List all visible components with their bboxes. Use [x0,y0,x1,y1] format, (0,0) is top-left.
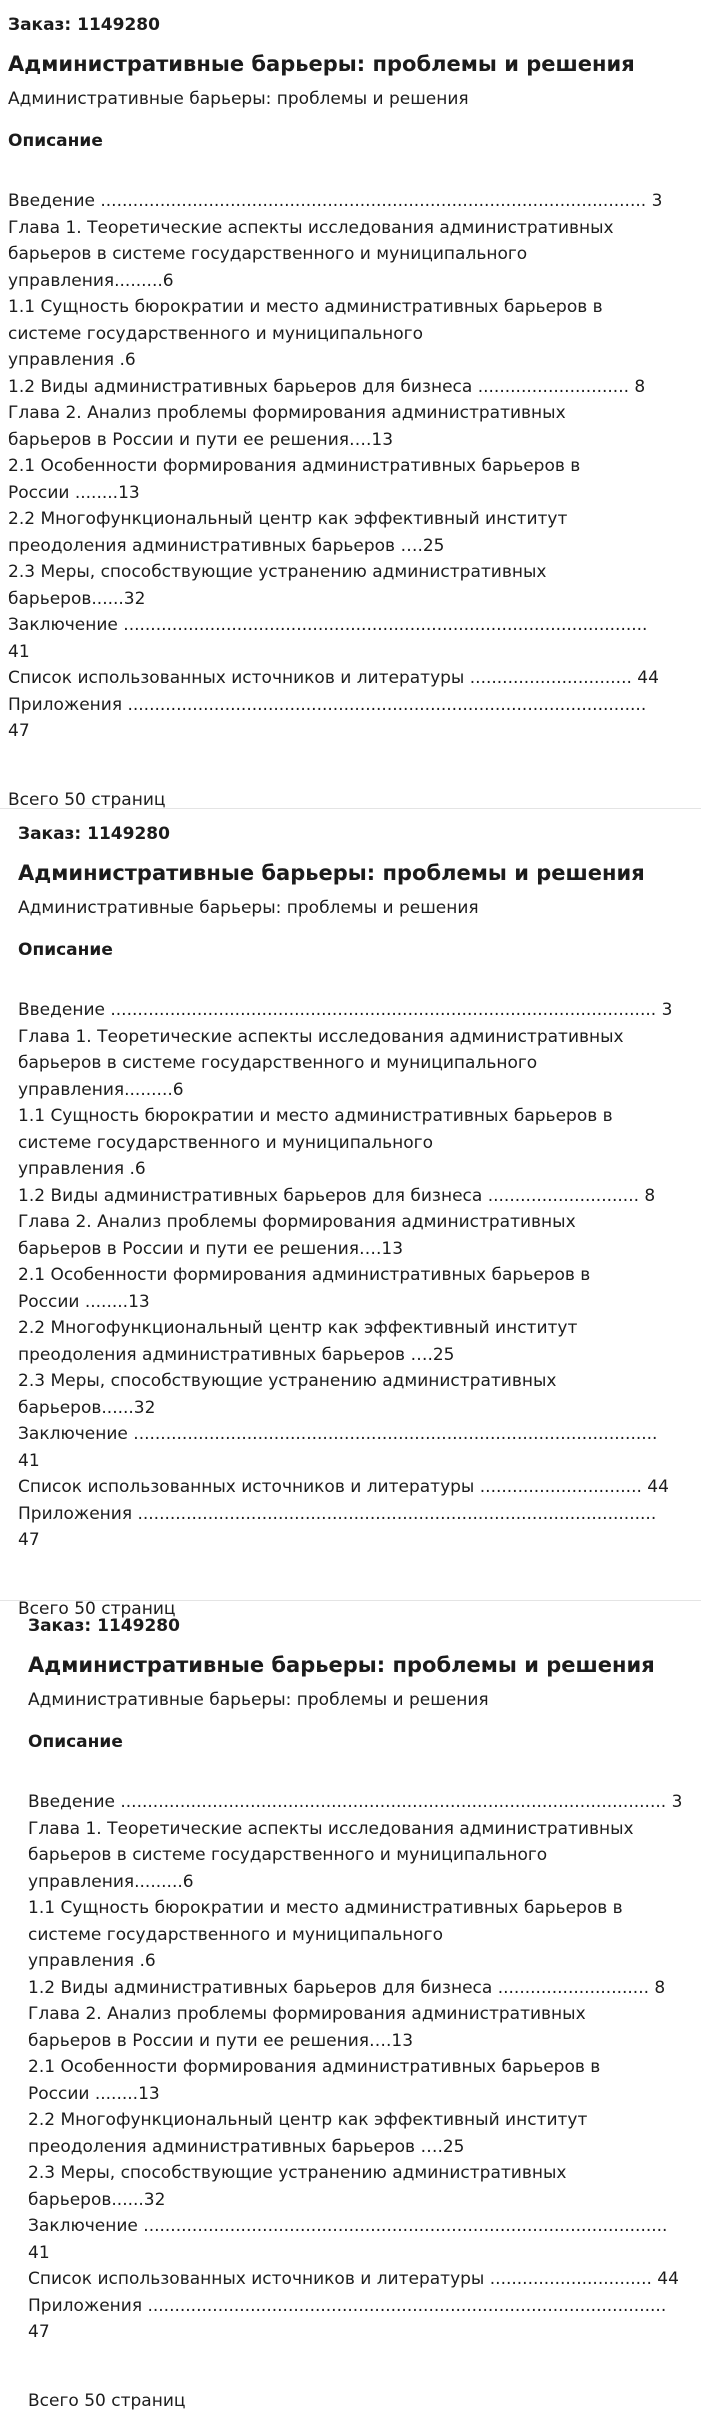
document-title: Административные барьеры: проблемы и решения [8,52,635,76]
toc-line: Заключение ................................................................................................. 41 [28,2216,668,2263]
toc-line: барьеров в системе государственного и муниципального [18,1053,538,1073]
section-heading: Описание [28,1732,123,1752]
table-of-contents [18,997,678,1554]
document-page-2 [0,808,701,1620]
toc-line: барьеров в системе государственного и муниципального [8,244,528,264]
toc-line: барьеров в России и пути ее решения….13 [8,429,394,450]
toc-line: преодоления административных барьеров ….25 [8,535,445,556]
document-page-1 [0,0,701,811]
toc-line: Глава 2. Анализ проблемы формирования административных [18,1212,576,1232]
toc-line: Введение ..................................................................................................... 3 [28,1792,683,1812]
document-subtitle: Административные барьеры: проблемы и решения [18,898,479,918]
toc-line: 2.1 Особенности формирования административных барьеров в [18,1265,591,1285]
toc-line: барьеров......32 [28,2189,166,2210]
toc-line: Приложения ................................................................................................ 47 [18,1503,657,1550]
toc-line: Заключение ................................................................................................. 41 [18,1424,658,1471]
toc-line: Заключение ................................................................................................. 41 [8,615,648,662]
toc-line: барьеров в России и пути ее решения….13 [18,1238,404,1259]
toc-line: 2.1 Особенности формирования административных барьеров в [28,2057,601,2077]
total-pages: Всего 50 страниц [28,2390,186,2411]
toc-line: 2.3 Меры, способствующие устранению административных [8,562,547,582]
toc-line: системе государственного и муниципального [28,1924,443,1945]
toc-line: Список использованных источников и литературы .............................. 44 [18,1477,669,1497]
toc-line: 1.1 Сущность бюрократии и место административных барьеров в [8,297,603,317]
toc-line: барьеров в России и пути ее решения….13 [28,2030,414,2051]
toc-line: 2.2 Многофункциональный центр как эффективный институт [8,509,568,529]
order-number: Заказ: 1149280 [28,1616,180,1636]
toc-line: 2.1 Особенности формирования административных барьеров в [8,456,581,476]
toc-line: управления.........6 [18,1079,184,1100]
toc-line: 2.3 Меры, способствующие устранению административных [18,1371,557,1391]
toc-line: Глава 1. Теоретические аспекты исследования административных [28,1818,634,1839]
document-page-3 [0,1600,701,2412]
toc-line: 2.3 Меры, способствующие устранению административных [28,2163,567,2183]
document-title: Административные барьеры: проблемы и решения [28,1653,655,1677]
toc-line: Глава 2. Анализ проблемы формирования административных [8,403,566,423]
toc-line: Приложения ................................................................................................ 47 [8,694,647,741]
section-heading: Описание [8,131,103,151]
toc-line: Глава 1. Теоретические аспекты исследования административных [8,217,614,238]
toc-line: России ........13 [18,1291,150,1312]
toc-line: 1.2 Виды административных барьеров для бизнеса ............................ 8 [18,1185,656,1206]
toc-line: управления .6 [8,350,136,370]
toc-line: Введение ..................................................................................................... 3 [18,1000,673,1020]
toc-line: управления .6 [28,1951,156,1971]
table-of-contents [28,1789,688,2346]
toc-line: преодоления административных барьеров ….25 [28,2136,465,2157]
toc-line: барьеров в системе государственного и муниципального [28,1845,548,1865]
document-title: Административные барьеры: проблемы и решения [18,861,645,885]
toc-line: 1.2 Виды административных барьеров для бизнеса ............................ 8 [8,376,646,397]
toc-line: Глава 1. Теоретические аспекты исследования административных [18,1026,624,1047]
toc-line: Приложения ................................................................................................ 47 [28,2295,667,2342]
document-subtitle: Административные барьеры: проблемы и решения [8,89,469,109]
toc-line: 2.2 Многофункциональный центр как эффективный институт [18,1318,578,1338]
toc-line: 1.1 Сущность бюрократии и место административных барьеров в [28,1898,623,1918]
toc-line: 2.2 Многофункциональный центр как эффективный институт [28,2110,588,2130]
toc-line: системе государственного и муниципального [18,1132,433,1153]
toc-line: Введение ..................................................................................................... 3 [8,191,663,211]
section-heading: Описание [18,940,113,960]
toc-line: преодоления административных барьеров ….25 [18,1344,455,1365]
toc-line: управления .6 [18,1159,146,1179]
toc-line: 1.2 Виды административных барьеров для бизнеса ............................ 8 [28,1977,666,1998]
document-subtitle: Административные барьеры: проблемы и решения [28,1690,489,1710]
toc-line: России ........13 [28,2083,160,2104]
toc-line: Список использованных источников и литературы .............................. 44 [8,668,659,688]
toc-line: 1.1 Сущность бюрократии и место административных барьеров в [18,1106,613,1126]
toc-line: управления.........6 [8,270,174,291]
toc-line: барьеров......32 [18,1397,156,1418]
toc-line: России ........13 [8,482,140,503]
table-of-contents [8,188,668,745]
total-pages: Всего 50 страниц [8,789,166,810]
toc-line: барьеров......32 [8,588,146,609]
toc-line: Глава 2. Анализ проблемы формирования административных [28,2004,586,2024]
order-number: Заказ: 1149280 [18,824,170,844]
total-pages: Всего 50 страниц [18,1598,176,1619]
toc-line: системе государственного и муниципального [8,323,423,344]
toc-line: Список использованных источников и литературы .............................. 44 [28,2269,679,2289]
order-number: Заказ: 1149280 [8,15,160,35]
toc-line: управления.........6 [28,1871,194,1892]
